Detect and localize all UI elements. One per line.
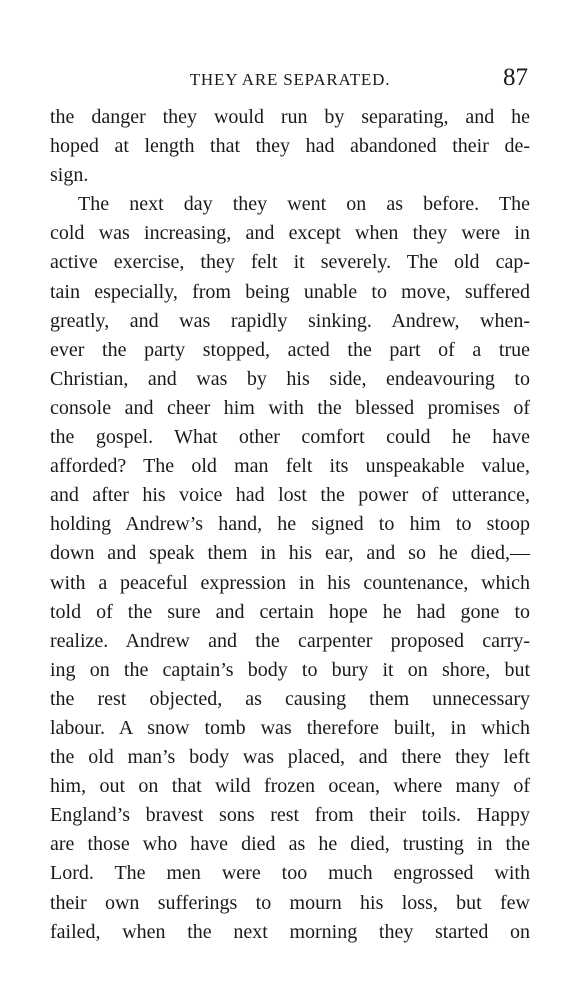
text-line: the gospel. What other comfort could he have bbox=[50, 426, 530, 449]
text-line: console and cheer him with the blessed promises of bbox=[50, 396, 530, 419]
text-line: labour. A snow tomb was therefore built, in which bbox=[50, 716, 530, 739]
text-line: Christian, and was by his side, endeavouring to bbox=[50, 367, 530, 390]
text-line: the rest objected, as causing them unnecessary bbox=[50, 687, 530, 710]
text-line: sign. bbox=[50, 164, 89, 187]
text-line: cold was increasing, and except when they were in bbox=[50, 222, 530, 245]
text-line: him, out on that wild frozen ocean, where many of bbox=[50, 775, 530, 798]
text-line: told of the sure and certain hope he had gone to bbox=[50, 600, 530, 623]
text-line: down and speak them in his ear, and so he died,— bbox=[50, 542, 530, 565]
running-head bbox=[50, 62, 530, 96]
text-line: and after his voice had lost the power of utterance, bbox=[50, 484, 530, 507]
body-text bbox=[50, 103, 530, 947]
text-line: their own sufferings to mourn his loss, but few bbox=[50, 891, 530, 914]
text-line: failed, when the next morning they started on bbox=[50, 920, 530, 943]
text-line: the old man’s body was placed, and there they left bbox=[50, 746, 530, 769]
paragraph-first-line: The next day they went on as before. The bbox=[78, 193, 530, 216]
text-line: ever the party stopped, acted the part of a true bbox=[50, 338, 530, 361]
text-line: ing on the captain’s body to bury it on shore, but bbox=[50, 658, 530, 681]
text-line: with a peaceful expression in his countenance, which bbox=[50, 571, 530, 594]
text-line: the danger they would run by separating, and he bbox=[50, 106, 530, 128]
text-line: Lord. The men were too much engrossed with bbox=[50, 862, 530, 885]
running-title: THEY ARE SEPARATED. bbox=[189, 70, 391, 89]
text-line: hoped at length that they had abandoned their de- bbox=[50, 135, 530, 158]
text-line: are those who have died as he died, trusting in the bbox=[50, 833, 530, 856]
text-line: England’s bravest sons rest from their toils. Happy bbox=[50, 804, 530, 827]
text-line: afforded? The old man felt its unspeakable value, bbox=[50, 455, 530, 478]
page-number: 87 bbox=[503, 64, 528, 91]
text-line: active exercise, they felt it severely. The old cap- bbox=[50, 251, 530, 274]
text-line: realize. Andrew and the carpenter proposed carry- bbox=[50, 629, 530, 652]
text-line: greatly, and was rapidly sinking. Andrew, when- bbox=[50, 309, 530, 332]
text-line: holding Andrew’s hand, he signed to him to stoop bbox=[50, 513, 530, 536]
text-line: tain especially, from being unable to move, suffered bbox=[50, 280, 530, 303]
